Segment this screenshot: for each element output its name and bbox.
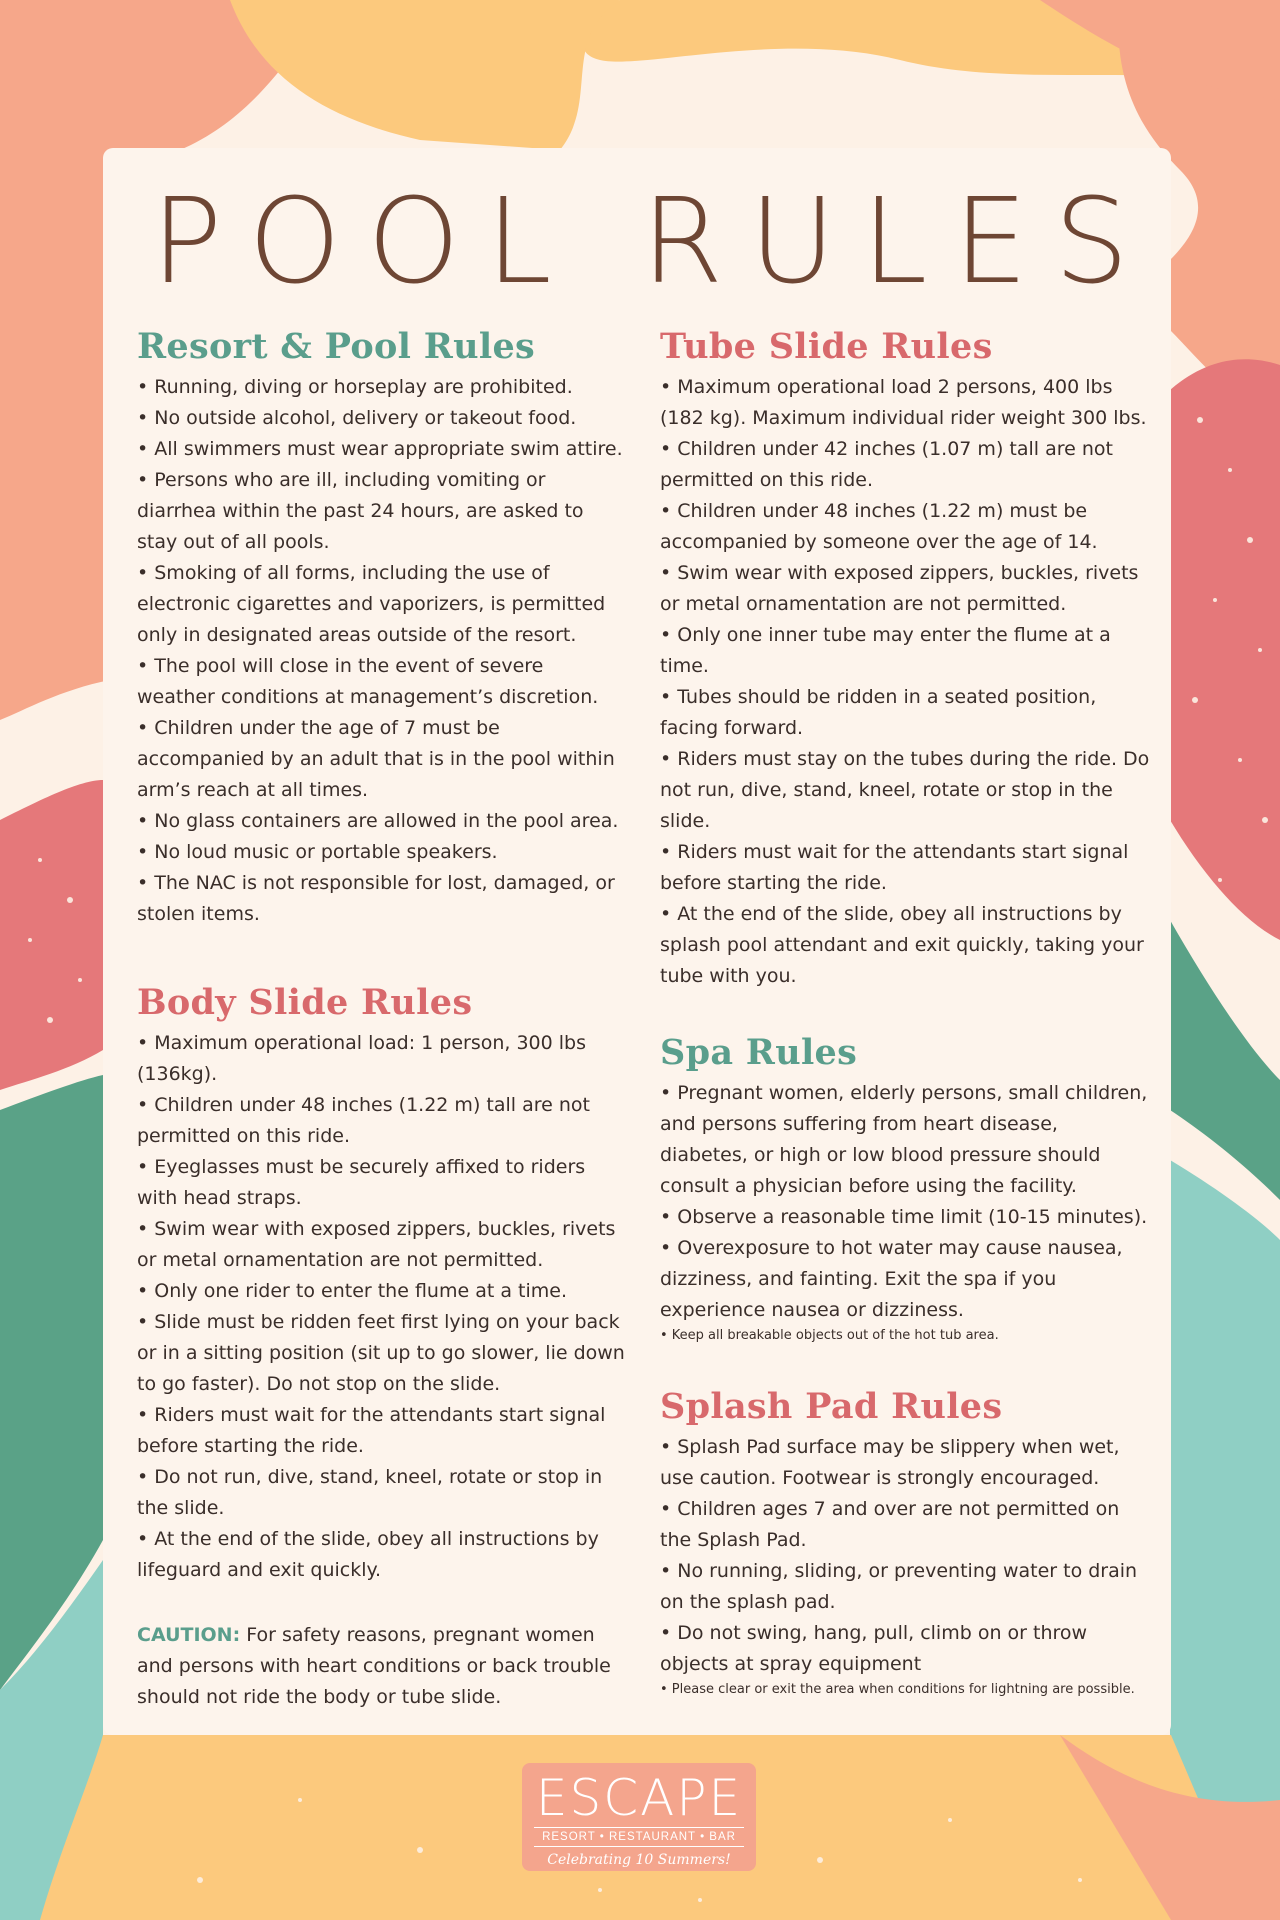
right-column bbox=[660, 326, 1150, 1740]
logo-subtitle: RESORT • RESTAURANT • BAR bbox=[534, 1827, 744, 1847]
left-column bbox=[137, 326, 627, 1713]
rule-list bbox=[660, 1432, 1150, 1700]
rule-item: • Riders must wait for the attendants start signal before starting the ride. bbox=[660, 841, 1129, 894]
rule-item: • Only one rider to enter the flume at a time. bbox=[137, 1280, 567, 1302]
rule-item: • The pool will close in the event of severe weather conditions at management’s discretion. bbox=[137, 655, 599, 708]
rule-item: • Maximum operational load: 1 person, 300 lbs (136kg). bbox=[137, 1032, 587, 1085]
rule-list bbox=[660, 1078, 1150, 1346]
section-title: Spa Rules bbox=[660, 1032, 858, 1073]
resort-pool-rules-section bbox=[137, 326, 627, 930]
rule-item: • Swim wear with exposed zippers, buckles, rivets or metal ornamentation are not permitted. bbox=[660, 562, 1139, 615]
caution-text: For safety reasons, pregnant women and persons with heart conditions or back trouble should not ride the body or tube slide. bbox=[137, 1624, 611, 1708]
section-title: Resort & Pool Rules bbox=[137, 326, 536, 367]
rule-item: • Do not swing, hang, pull, climb on or throw objects at spray equipment bbox=[660, 1622, 1088, 1675]
rule-item: • Riders must stay on the tubes during the ride. Do not run, dive, stand, kneel, rotate or stop in the slide. bbox=[660, 748, 1150, 832]
logo-tagline: Celebrating 10 Summers! bbox=[547, 1852, 731, 1868]
caution-note bbox=[137, 1620, 627, 1713]
rule-item: • Pregnant women, elderly persons, small children, and persons suffering from heart disease, diabetes, or high or low blood pressure should consult a physician before using the facility. bbox=[660, 1082, 1148, 1197]
rule-item: • Observe a reasonable time limit (10-15 minutes). • Overexposure to hot water may cause nausea, dizziness, and fainting. Exit the spa if you experience nausea or dizziness. bbox=[660, 1206, 1148, 1321]
rule-item: • Children under 42 inches (1.07 m) tall are not permitted on this ride. bbox=[660, 438, 1113, 491]
rule-item: • Swim wear with exposed zippers, buckles, rivets or metal ornamentation are not permitted. bbox=[137, 1218, 616, 1271]
splash-pad-rules-section bbox=[660, 1386, 1150, 1700]
spa-rules-section bbox=[660, 1032, 1150, 1346]
rule-item: • At the end of the slide, obey all instructions by splash pool attendant and exit quickly, taking your tube with you. bbox=[660, 903, 1144, 987]
rule-item: • At the end of the slide, obey all instructions by lifeguard and exit quickly. bbox=[137, 1528, 599, 1581]
rule-item: • Slide must be ridden feet first lying on your back or in a sitting position (sit up to go slower, lie down to go faster). Do not stop on the slide. bbox=[137, 1311, 625, 1395]
section-title: Tube Slide Rules bbox=[660, 326, 993, 367]
section-title: Splash Pad Rules bbox=[660, 1386, 1003, 1427]
rule-item: • Smoking of all forms, including the use of electronic cigarettes and vaporizers, is permitted only in designated areas outside of the resort. bbox=[137, 562, 606, 646]
escape-logo bbox=[522, 1763, 756, 1871]
rule-item: • Do not run, dive, stand, kneel, rotate or stop in the slide. bbox=[137, 1466, 603, 1519]
rule-item: • All swimmers must wear appropriate swim attire. bbox=[137, 438, 623, 460]
logo-wordmark: ESCAPE bbox=[535, 1769, 743, 1827]
body-slide-rules-section bbox=[137, 982, 627, 1586]
rule-item: • Only one inner tube may enter the flume at a time. bbox=[660, 624, 1111, 677]
rule-item: • Maximum operational load 2 persons, 400 lbs (182 kg). Maximum individual rider weight 300 lbs. bbox=[660, 376, 1147, 429]
rule-item: • Children under 48 inches (1.22 m) must be accompanied by someone over the age of 14. bbox=[660, 500, 1098, 553]
rule-item: • No running, sliding, or preventing water to drain on the splash pad. bbox=[660, 1560, 1138, 1613]
rule-item: • Running, diving or horseplay are prohibited. bbox=[137, 376, 573, 398]
tube-slide-rules-section bbox=[660, 326, 1150, 992]
rule-item: • Persons who are ill, including vomiting or diarrhea within the past 24 hours, are asked to stay out of all pools. bbox=[137, 469, 584, 553]
rule-list bbox=[137, 1028, 627, 1586]
caution-label: CAUTION: bbox=[137, 1624, 241, 1646]
rule-item: • Children ages 7 and over are not permitted on the Splash Pad. bbox=[660, 1498, 1120, 1551]
page-title: POOL RULES bbox=[151, 172, 1155, 310]
rule-item: • Eyeglasses must be securely affixed to riders with head straps. bbox=[137, 1156, 586, 1209]
rule-list bbox=[137, 372, 627, 930]
rule-item: • No outside alcohol, delivery or takeout food. bbox=[137, 407, 577, 429]
rule-item: • Tubes should be ridden in a seated position, facing forward. bbox=[660, 686, 1097, 739]
rule-item: • No glass containers are allowed in the pool area. bbox=[137, 810, 619, 832]
section-title: Body Slide Rules bbox=[137, 982, 473, 1023]
rule-item-note: • Keep all breakable objects out of the hot tub area. bbox=[660, 1328, 999, 1343]
rule-item: • Riders must wait for the attendants start signal before starting the ride. bbox=[137, 1404, 606, 1457]
rule-item: • The NAC is not responsible for lost, damaged, or stolen items. bbox=[137, 872, 615, 925]
rule-item: • Children under 48 inches (1.22 m) tall are not permitted on this ride. bbox=[137, 1094, 590, 1147]
rule-item-note: • Please clear or exit the area when conditions for lightning are possible. bbox=[660, 1682, 1135, 1697]
rule-item: • Children under the age of 7 must be accompanied by an adult that is in the pool within arm’s reach at all times. bbox=[137, 717, 615, 801]
rule-list bbox=[660, 372, 1150, 992]
rule-item: • No loud music or portable speakers. bbox=[137, 841, 498, 863]
rule-item: • Splash Pad surface may be slippery when wet, use caution. Footwear is strongly encouraged. bbox=[660, 1436, 1120, 1489]
